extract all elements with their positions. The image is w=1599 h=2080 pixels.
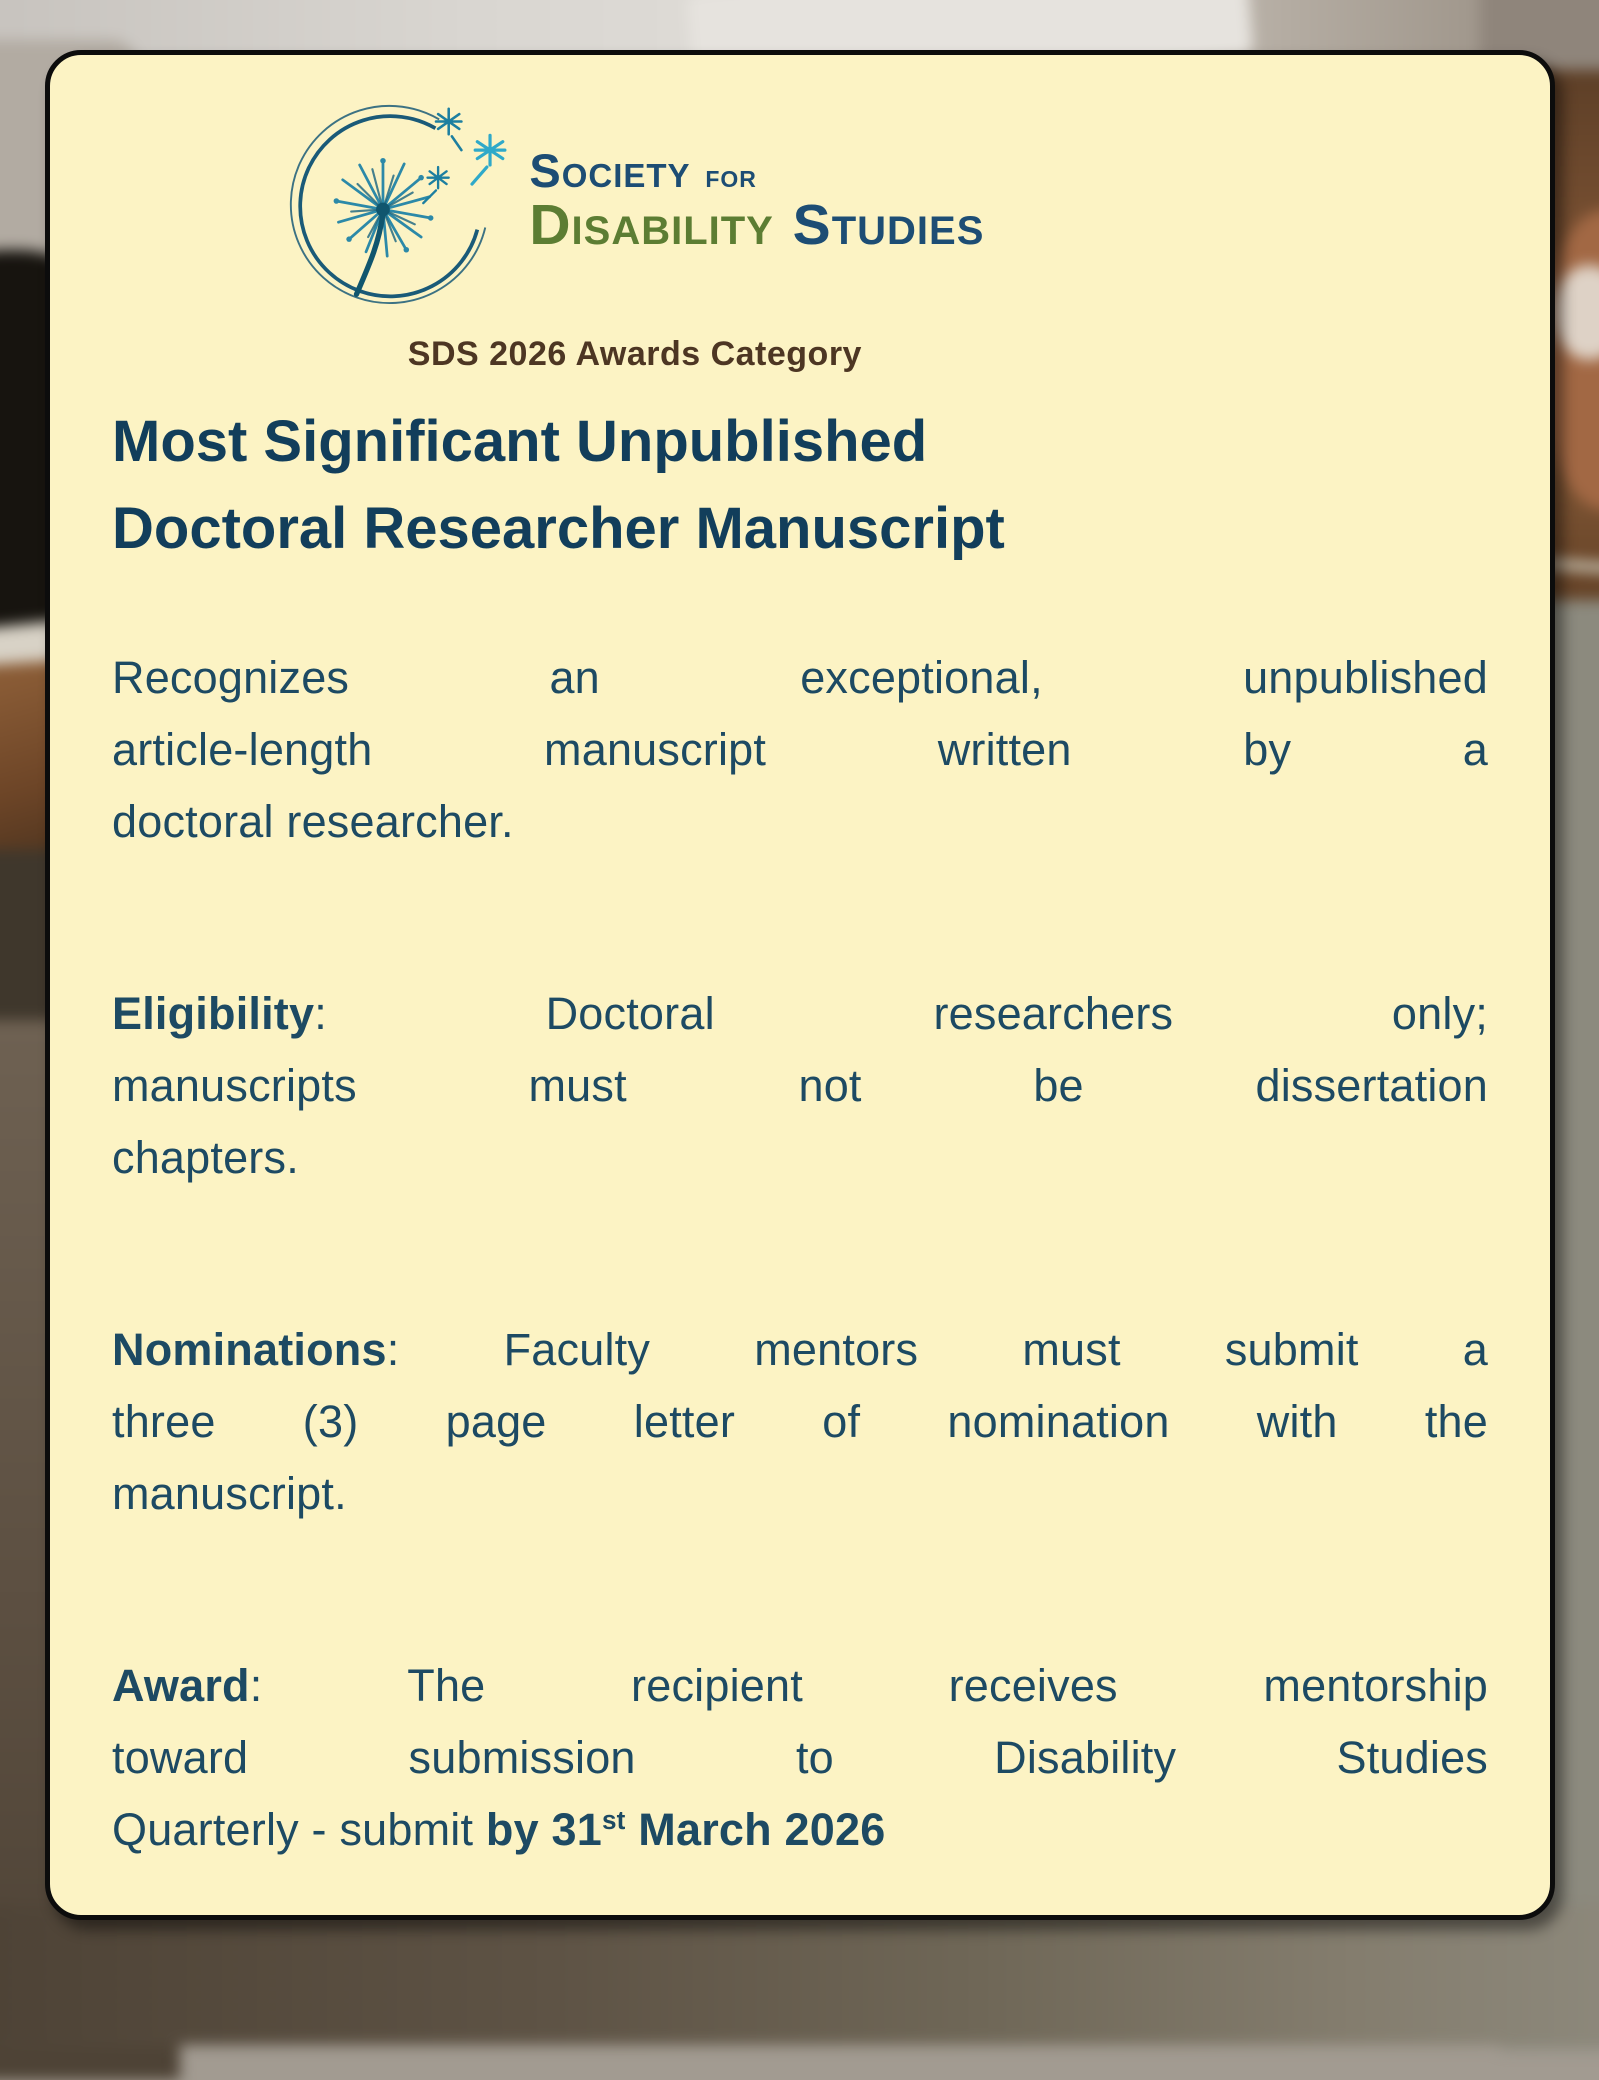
text-line: Eligibility: Doctoral researchers only;: [112, 988, 1488, 1039]
paragraph-description: [112, 642, 1488, 858]
text-line: chapters.: [112, 1132, 299, 1183]
text-line: doctoral researcher.: [112, 796, 514, 847]
paragraph-award: [112, 1650, 1488, 1866]
award-flyer-card: [45, 50, 1555, 1920]
page-title-line2: Doctoral Researcher Manuscript: [112, 496, 1005, 561]
text-line: Nominations: Faculty mentors must submit a: [112, 1324, 1488, 1375]
text-line: manuscript.: [112, 1468, 347, 1519]
category-label: SDS 2026 Awards Category: [407, 335, 862, 373]
page-title: [112, 398, 1488, 572]
text-line: Award: The recipient receives mentorship: [112, 1660, 1488, 1711]
text-line: toward submission to Disability Studies: [112, 1732, 1488, 1783]
text-line: manuscripts must not be dissertation: [112, 1060, 1488, 1111]
text-line: three (3) page letter of nomination with the: [112, 1396, 1488, 1447]
page-title-line1: Most Significant Unpublished: [112, 409, 928, 474]
logo-text: [529, 146, 984, 255]
paragraphs: [112, 642, 1488, 1866]
text-line: Quarterly - submit by 31st March 2026: [112, 1804, 886, 1855]
paragraph-nominations: [112, 1314, 1488, 1530]
dandelion-icon: [285, 95, 517, 307]
logo-header: [112, 95, 1158, 374]
text-line: Recognizes an exceptional, unpublished: [112, 652, 1488, 703]
logo-line2: Disability Studies: [529, 192, 985, 257]
logo: [285, 95, 984, 307]
logo-line1: Society for: [529, 144, 757, 198]
background-carpet-bottom: [0, 1905, 1599, 2045]
text-line: article-length manuscript written by a: [112, 724, 1488, 775]
paragraph-eligibility: [112, 978, 1488, 1194]
